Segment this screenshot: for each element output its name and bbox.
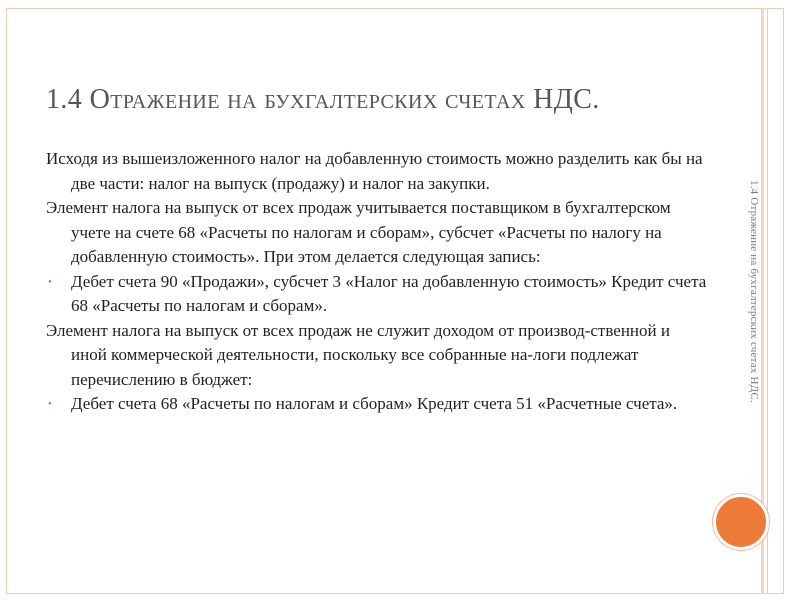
right-accent-line	[767, 8, 768, 594]
bullet-item-2-text: Дебет счета 68 «Расчеты по налогам и сборам» Кредит счета 51 «Расчетные счета».	[71, 394, 678, 413]
bullet-icon: •	[48, 275, 52, 288]
bullet-item-1	[46, 270, 708, 319]
slide-body	[46, 147, 708, 417]
orange-circle-decoration	[713, 494, 769, 550]
side-caption: 1.4 Отражение на бухгалтерских счетах НДС.	[748, 180, 760, 403]
paragraph-1: Исходя из вышеизложенного налог на добавленную стоимость можно разделить как бы на две части: налог на выпуск (продажу) и налог на закупки.	[46, 149, 703, 193]
paragraph-3: Элемент налога на выпуск от всех продаж не служит доходом от производ-ственной и иной коммерческой деятельности, поскольку все собранные на-логи подлежат перечислению в бюджет:	[46, 320, 670, 389]
bullet-item-1-text: Дебет счета 90 «Продажи», субсчет 3 «Налог на добавленную стоимость» Кредит счета 68 «Расчеты по налогам и сборам».	[71, 271, 707, 315]
bullet-icon: •	[48, 398, 52, 410]
paragraph-2: Элемент налога на выпуск от всех продаж учитывается поставщиком в бухгалтерском учете на счете 68 «Расчеты по налогам и сборам», субсчет «Расчеты по налогу на добавленную стоимость». При этом делается следующая запись:	[46, 198, 671, 266]
bullet-item-2	[46, 392, 708, 417]
slide-title: 1.4 Отражение на бухгалтерских счетах НДС.	[46, 84, 600, 115]
